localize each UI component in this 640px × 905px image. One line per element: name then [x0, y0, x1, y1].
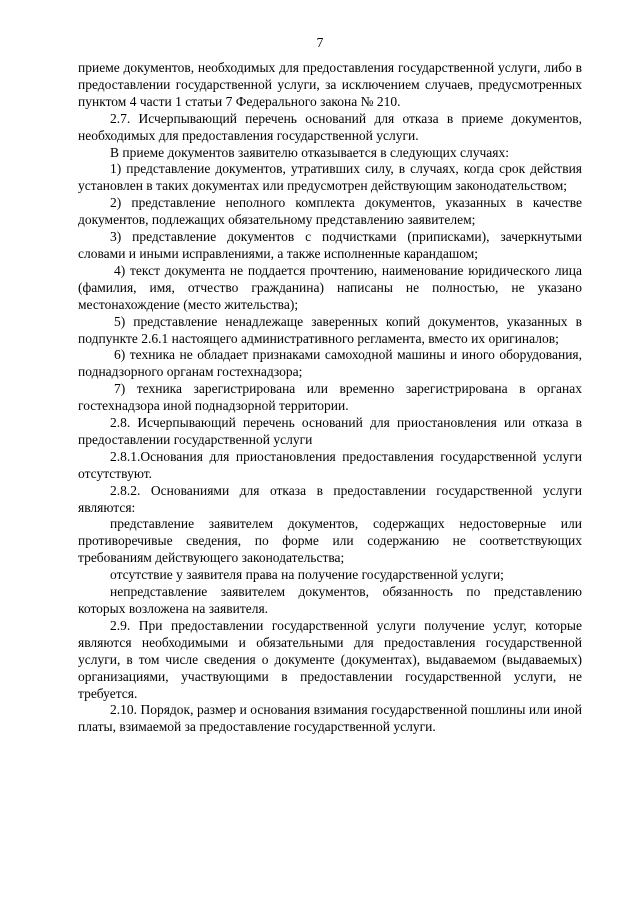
- paragraph-2-9: 2.9. При предоставлении государственной услуги получение услуг, которые являются необходимыми и обязательными для предоставления государственной услуги, в том числе сведения о документе (документах), выдаваемом (выдаваемых) организациями, участвующими в предоставлении государственной услуги, не требуется.: [78, 617, 582, 701]
- page-number: 7: [316, 35, 324, 50]
- refusal-ground-1: представление заявителем документов, содержащих недостоверные или противоречивые сведения, по форме или содержанию не соответствующих требованиям действующего законодательства;: [78, 516, 582, 566]
- paragraph-2-7: 2.7. Исчерпывающий перечень оснований для отказа в приеме документов, необходимых для предоставления государственной услуги.: [78, 110, 582, 143]
- paragraph-2-8-2: 2.8.2. Основаниями для отказа в предоставлении государственной услуги являются:: [78, 482, 582, 515]
- list-item-4: 4) текст документа не поддается прочтению, наименование юридического лица (фамилия, имя, отчество гражданина) написаны не полностью, не указано местонахождение (место жительства);: [78, 262, 582, 312]
- paragraph-refusal-intro: В приеме документов заявителю отказывается в следующих случаях:: [110, 144, 509, 160]
- list-item-2: 2) представление неполного комплекта документов, указанных в качестве документов, подлежащих обязательному представлению заявителем;: [78, 195, 582, 228]
- list-item-5: 5) представление ненадлежаще заверенных копий документов, указанных в подпункте 2.6.1 настоящего административного регламента, вместо их оригиналов;: [78, 313, 582, 346]
- document-body: [78, 60, 582, 736]
- list-item-6: 6) техника не обладает признаками самоходной машины и иного оборудования, поднадзорного органам гостехнадзора;: [78, 347, 582, 380]
- paragraph-2-8-1: 2.8.1.Основания для приостановления предоставления государственной услуги отсутствуют.: [78, 448, 582, 481]
- paragraph-2-8: 2.8. Исчерпывающий перечень оснований для приостановления или отказа в предоставлении государственной услуги: [78, 415, 582, 447]
- list-item-3: 3) представление документов с подчистками (приписками), зачеркнутыми словами и иными исправлениями, а также исполненные карандашом;: [78, 229, 582, 261]
- paragraph-continuation: приеме документов, необходимых для предоставления государственной услуги, либо в предоставлении государственной услуги, за исключением случаев, предусмотренных пунктом 4 части 1 статьи 7 Федерального закона № 210.: [78, 60, 582, 109]
- list-item-7: 7) техника зарегистрирована или временно зарегистрирована в органах гостехнадзора иной поднадзорной территории.: [78, 381, 582, 414]
- refusal-ground-3: непредставление заявителем документов, обязанность по представлению которых возложена на заявителя.: [78, 584, 582, 616]
- refusal-ground-2: отсутствие у заявителя права на получение государственной услуги;: [110, 567, 504, 583]
- paragraph-2-10: 2.10. Порядок, размер и основания взимания государственной пошлины или иной платы, взимаемой за предоставление государственной услуги.: [78, 702, 582, 735]
- list-item-1: 1) представление документов, утративших силу, в случаях, когда срок действия установлен в таких документах или предусмотрен действующим законодательством;: [78, 161, 582, 194]
